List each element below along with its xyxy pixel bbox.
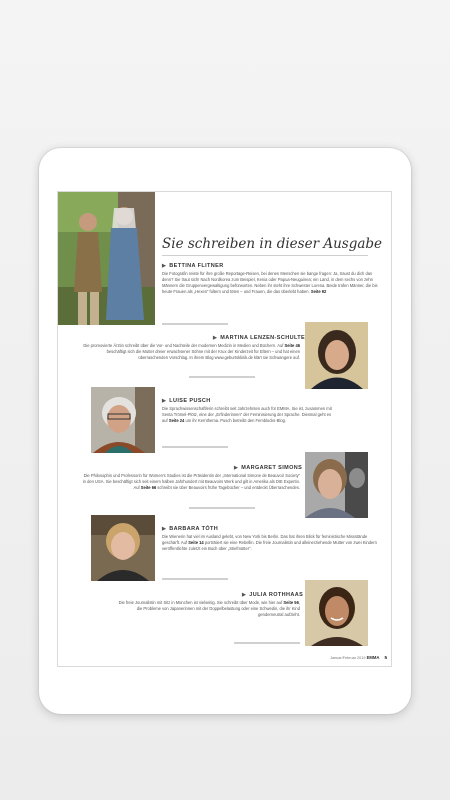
author-bio: Die freie Journalistin mit Sitz in München ist vielseitig. Sie schreibt über Mode, wie hier auf Seite 56, die Probleme von Japanerinnen mit der Doppelbelastung oder eine Schwedin, die ihr Kind genderneutral aufzieht. [118, 600, 300, 618]
page-ref[interactable]: Seite 46 [284, 343, 300, 348]
triangle-icon: ▶ [162, 398, 167, 404]
divider [162, 446, 228, 448]
triangle-icon: ▶ [234, 465, 239, 471]
author-name: ▶ JULIA ROTHHAAS [242, 592, 304, 598]
author-bio: Die Fotografin reiste für ihre große Reportage-Reisen, bei denen Menschen sie bange fragen: Ja, traust du dich das denn? Sie traut sich! Nach Nordkorea zum Beispiel, Kenia oder Papua-Neuguinea; ein Land, in dem sechs von zehn Männern die Gruppenvergewaltigung befürworten. Neben ihr steht ihre Schwester Lorena. Beide trafen Männer, die bis heute Frauen als „Hexen“ foltern und töten – und Frauen, die das überlebt haben. Seite 92 [162, 271, 378, 295]
triangle-icon: ▶ [162, 526, 167, 532]
author-name: ▶ BETTINA FLITNER [162, 263, 224, 269]
photo-julia-rothhaas [305, 580, 368, 646]
photo-martina-lenzen-schulte [305, 322, 368, 389]
page-ref[interactable]: Seite 66 [140, 485, 157, 491]
triangle-icon: ▶ [213, 335, 218, 341]
heading-rule [162, 255, 368, 256]
page-ref[interactable]: Seite 92 [310, 289, 327, 295]
page-heading: Sie schreiben in dieser Ausgabe [162, 236, 383, 252]
divider [162, 323, 228, 325]
photo-margaret-simons [305, 452, 368, 518]
page-number: 5 [384, 655, 387, 660]
page-footer: Januar/Februar 2019 EMMA 5 [330, 655, 387, 660]
author-bio: Die Philosophin und Professorin für Women's Studies ist die Präsidentin der „International Simone de Beauvoir Society“ in den USA. Sie beschäftigt sich seit einem halben Jahrhundert mit Beauvoirs Werk und gilt in Amerika als DIE Expertin. Auf Seite 66 schreibt sie über Beauvoirs frühe Tagebücher – und entdeckt Überraschendes. [82, 473, 300, 491]
photo-bettina-flitner [58, 192, 155, 325]
author-name: ▶ LUISE PUSCH [162, 398, 211, 404]
magazine-page[interactable] [57, 191, 392, 667]
photo-barbara-toth [91, 515, 155, 581]
author-name: ▶ MARGARET SIMONS [234, 465, 303, 471]
photo-luise-pusch [91, 387, 155, 453]
author-name: ▶ BARBARA TÓTH [162, 526, 219, 532]
page-ref[interactable]: Seite 24 [168, 418, 185, 424]
author-bio: Die promovierte Ärztin schreibt über die Vor- und Nachteile der modernen Medizin in Medien und Büchern. Auf Seite 46 beschäftigt sich die Mutter dreier erwachsener Söhne mit der Krux der Kinderzeit für Eltern – und hat einen überraschenden Vorschlag. In ihrem Blog www.geburtsklinik.de klärt sie Schwangere auf. [83, 343, 300, 361]
author-bio: Die Sprachwissenschaftlerin schreibt seit Jahrzehnten auch für EMMA. Sie ist, zusammen mit Senta Trömel-Plötz, eine der „Erfinderinnen“ der Feminisierung der Sprache. Diesmal geht es auf Seite 24 um ihr Kernthema. Pusch betreibt den Femblocks-Blog. [162, 406, 332, 424]
divider [162, 578, 228, 580]
author-bio: Die Wienerin hat viel im Ausland gelebt, von New York bis Berlin. Das hat ihren Blick für feministische Missstände geschärft. Auf Seite 14 porträtiert sie eine Rebellin. Die freie Journalistin und alleinerziehende Mutter von zwei Kindern veröffentlichte zuletzt ein Buch über „Stiefmütter“. [162, 534, 377, 552]
page-ref[interactable]: Seite 56 [283, 600, 299, 605]
page-ref[interactable]: Seite 14 [188, 540, 204, 546]
divider [189, 376, 255, 378]
magazine-name: EMMA [366, 655, 380, 660]
triangle-icon: ▶ [242, 592, 247, 598]
triangle-icon: ▶ [162, 263, 167, 269]
divider [189, 507, 255, 509]
author-name: ▶ MARTINA LENZEN-SCHULTE [213, 335, 306, 341]
divider [234, 642, 300, 644]
